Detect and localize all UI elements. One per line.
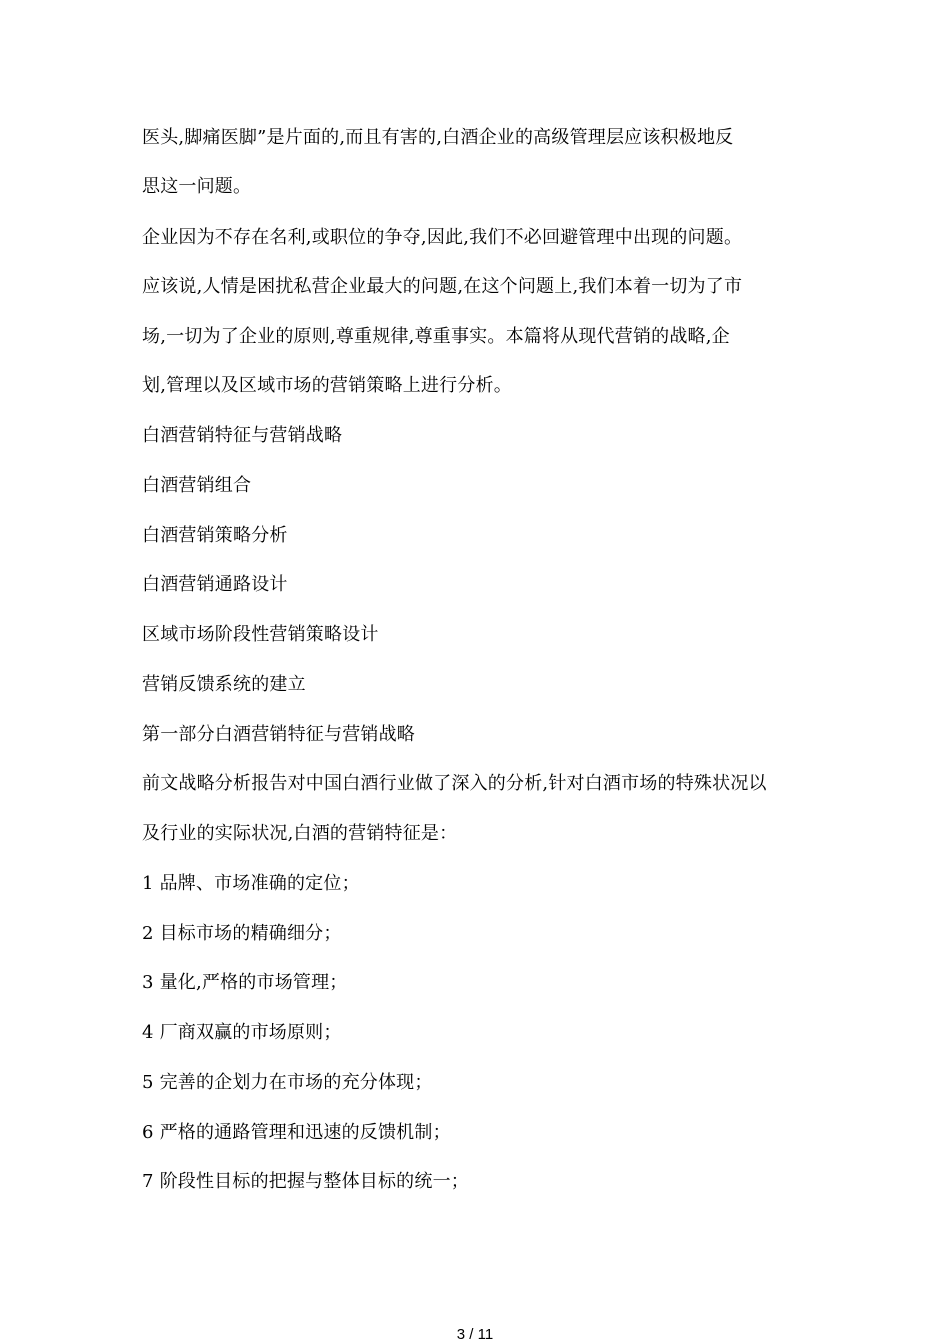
paragraph-line: 应该说,人情是困扰私营企业最大的问题,在这个问题上,我们本着一切为了市 (142, 276, 743, 297)
paragraph-line: 思这一问题。 (142, 176, 252, 197)
list-item: 4 厂商双赢的市场原则； (142, 1022, 342, 1043)
list-item: 6 严格的通路管理和迅速的反馈机制； (142, 1122, 451, 1143)
outline-item: 白酒营销特征与营销战略 (142, 425, 343, 446)
list-item: 2 目标市场的精确细分； (142, 923, 342, 944)
list-item: 1 品牌、市场准确的定位； (142, 873, 360, 894)
outline-item: 白酒营销组合 (142, 475, 252, 496)
paragraph-line: 划,管理以及区域市场的营销策略上进行分析。 (142, 375, 512, 396)
section-heading: 第一部分白酒营销特征与营销战略 (142, 724, 415, 745)
outline-item: 白酒营销策略分析 (142, 525, 288, 546)
page-number: 3 / 11 (456, 1326, 494, 1343)
paragraph-line: 前文战略分析报告对中国白酒行业做了深入的分析,针对白酒市场的特殊状况以 (142, 773, 767, 794)
list-item: 7 阶段性目标的把握与整体目标的统一； (142, 1171, 469, 1192)
outline-item: 营销反馈系统的建立 (142, 674, 306, 695)
list-item: 5 完善的企划力在市场的充分体现； (142, 1072, 433, 1093)
outline-item: 白酒营销通路设计 (142, 574, 288, 595)
paragraph-line: 及行业的实际状况,白酒的营销特征是： (142, 823, 458, 844)
paragraph-line: 场,一切为了企业的原则,尊重规律,尊重事实。本篇将从现代营销的战略,企 (142, 326, 730, 347)
paragraph-line: 医头,脚痛医脚”是片面的,而且有害的,白酒企业的高级管理层应该积极地反 (142, 127, 734, 148)
outline-item: 区域市场阶段性营销策略设计 (142, 624, 379, 645)
paragraph-line: 企业因为不存在名利,或职位的争夺,因此,我们不必回避管理中出现的问题。 (142, 227, 743, 248)
list-item: 3 量化,严格的市场管理； (142, 972, 348, 993)
